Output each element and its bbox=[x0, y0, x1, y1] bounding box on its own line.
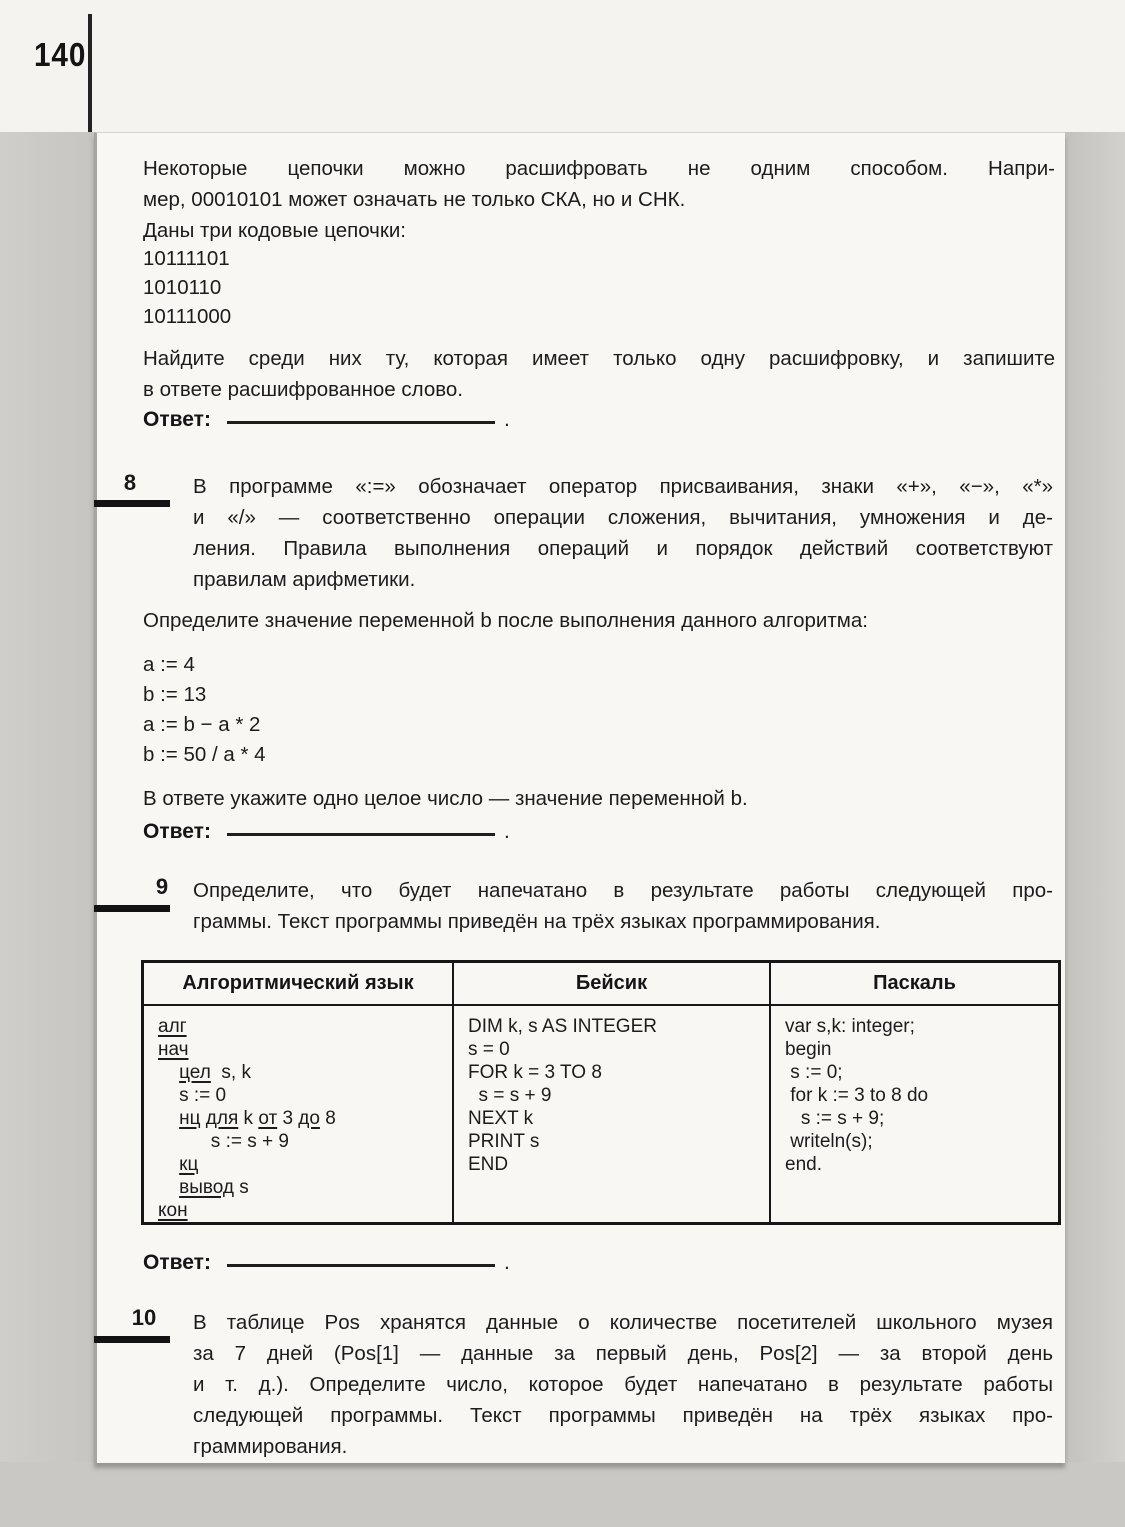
answer-label: Ответ: bbox=[143, 1251, 211, 1274]
code-algorithmic: алг нач цел s, k s := 0 нц для k от 3 до 8 s := s + 9 кц вывод s кон bbox=[158, 1016, 336, 1221]
table-header-pascal: Паскаль bbox=[770, 962, 1060, 1006]
code-pascal: var s,k: integer; begin s := 0; for k := 3 to 8 do s := s + 9; writeln(s); end. bbox=[785, 1016, 929, 1175]
answer-label: Ответ: bbox=[143, 820, 211, 843]
table-header-row bbox=[143, 962, 1060, 1006]
problem9-answer-row bbox=[143, 1251, 510, 1275]
problem9-number: 9 bbox=[155, 874, 169, 899]
scan-margin-bottom bbox=[0, 1462, 1125, 1527]
problem9-number-rule bbox=[94, 905, 170, 912]
problem8-note: В ответе укажите одно целое число — значение переменной b. bbox=[143, 787, 748, 810]
problem7-code-chains: 10111101 1010110 10111000 bbox=[143, 247, 232, 328]
problem7-answer-row bbox=[143, 408, 510, 432]
answer-blank-line bbox=[227, 417, 495, 424]
problem7-paragraph-chains: Некоторые цепочки можно расшифровать не одним способом. Напри- мер, 00010101 может означать не только СКА, но и СНК. bbox=[143, 157, 1055, 211]
code-basic: DIM k, s AS INTEGER s = 0 FOR k = 3 TO 8 s = s + 9 NEXT k PRINT s END bbox=[468, 1016, 657, 1175]
answer-period: . bbox=[503, 408, 510, 431]
problem9-statement: Определите, что будет напечатано в результате работы следующей про- граммы. Текст программы приведён на трёх языках программирования. bbox=[193, 879, 1053, 933]
page-header-rule bbox=[88, 14, 92, 132]
problem8-number-rule bbox=[94, 500, 170, 507]
scan-margin-right bbox=[1062, 132, 1125, 1527]
table-cell-basic bbox=[453, 1005, 770, 1224]
problem7-paragraph-task: Найдите среди них ту, которая имеет только одну расшифровку, и запишите в ответе расшифрованное слово. bbox=[143, 347, 1055, 401]
table-body-row bbox=[143, 1005, 1060, 1224]
problem8-number: 8 bbox=[123, 470, 137, 495]
page-content bbox=[94, 132, 1065, 1463]
problem10-statement: В таблице Pos хранятся данные о количестве посетителей школьного музея за 7 дней (Pos[1] — данные за первый день, Pos[2] — за второй день и т. д.). Определите число, которое будет напечатано в результате работы следующей программы. Текст программы приведён на трёх языках про- граммирования. bbox=[193, 1311, 1053, 1458]
answer-blank-line bbox=[227, 1260, 495, 1267]
problem10-number: 10 bbox=[131, 1305, 157, 1330]
table-header-basic: Бейсик bbox=[453, 962, 770, 1006]
problem8-prompt: Определите значение переменной b после выполнения данного алгоритма: bbox=[143, 609, 868, 632]
problem8-statement: В программе «:=» обозначает оператор присваивания, знаки «+», «−», «*» и «/» — соответственно операции сложения, вычитания, умножения и де- ления. Правила выполнения операций и порядок действий соответствуют правилам арифметики. bbox=[193, 475, 1053, 591]
answer-period: . bbox=[503, 820, 510, 843]
table-cell-algorithmic bbox=[143, 1005, 454, 1224]
page-number: 140 bbox=[34, 36, 87, 73]
program-listing-table bbox=[141, 960, 1061, 1225]
problem7-paragraph-given: Даны три кодовые цепочки: bbox=[143, 219, 406, 242]
table-cell-pascal bbox=[770, 1005, 1060, 1224]
answer-period: . bbox=[503, 1251, 510, 1274]
answer-blank-line bbox=[227, 829, 495, 836]
answer-label: Ответ: bbox=[143, 408, 211, 431]
problem10-number-rule bbox=[94, 1336, 170, 1343]
scan-margin-left bbox=[0, 132, 94, 1527]
table-header-algorithmic: Алгоритмический язык bbox=[143, 962, 454, 1006]
problem8-code: a := 4 b := 13 a := b − a * 2 b := 50 / a * 4 bbox=[143, 653, 266, 766]
problem8-answer-row bbox=[143, 820, 510, 844]
